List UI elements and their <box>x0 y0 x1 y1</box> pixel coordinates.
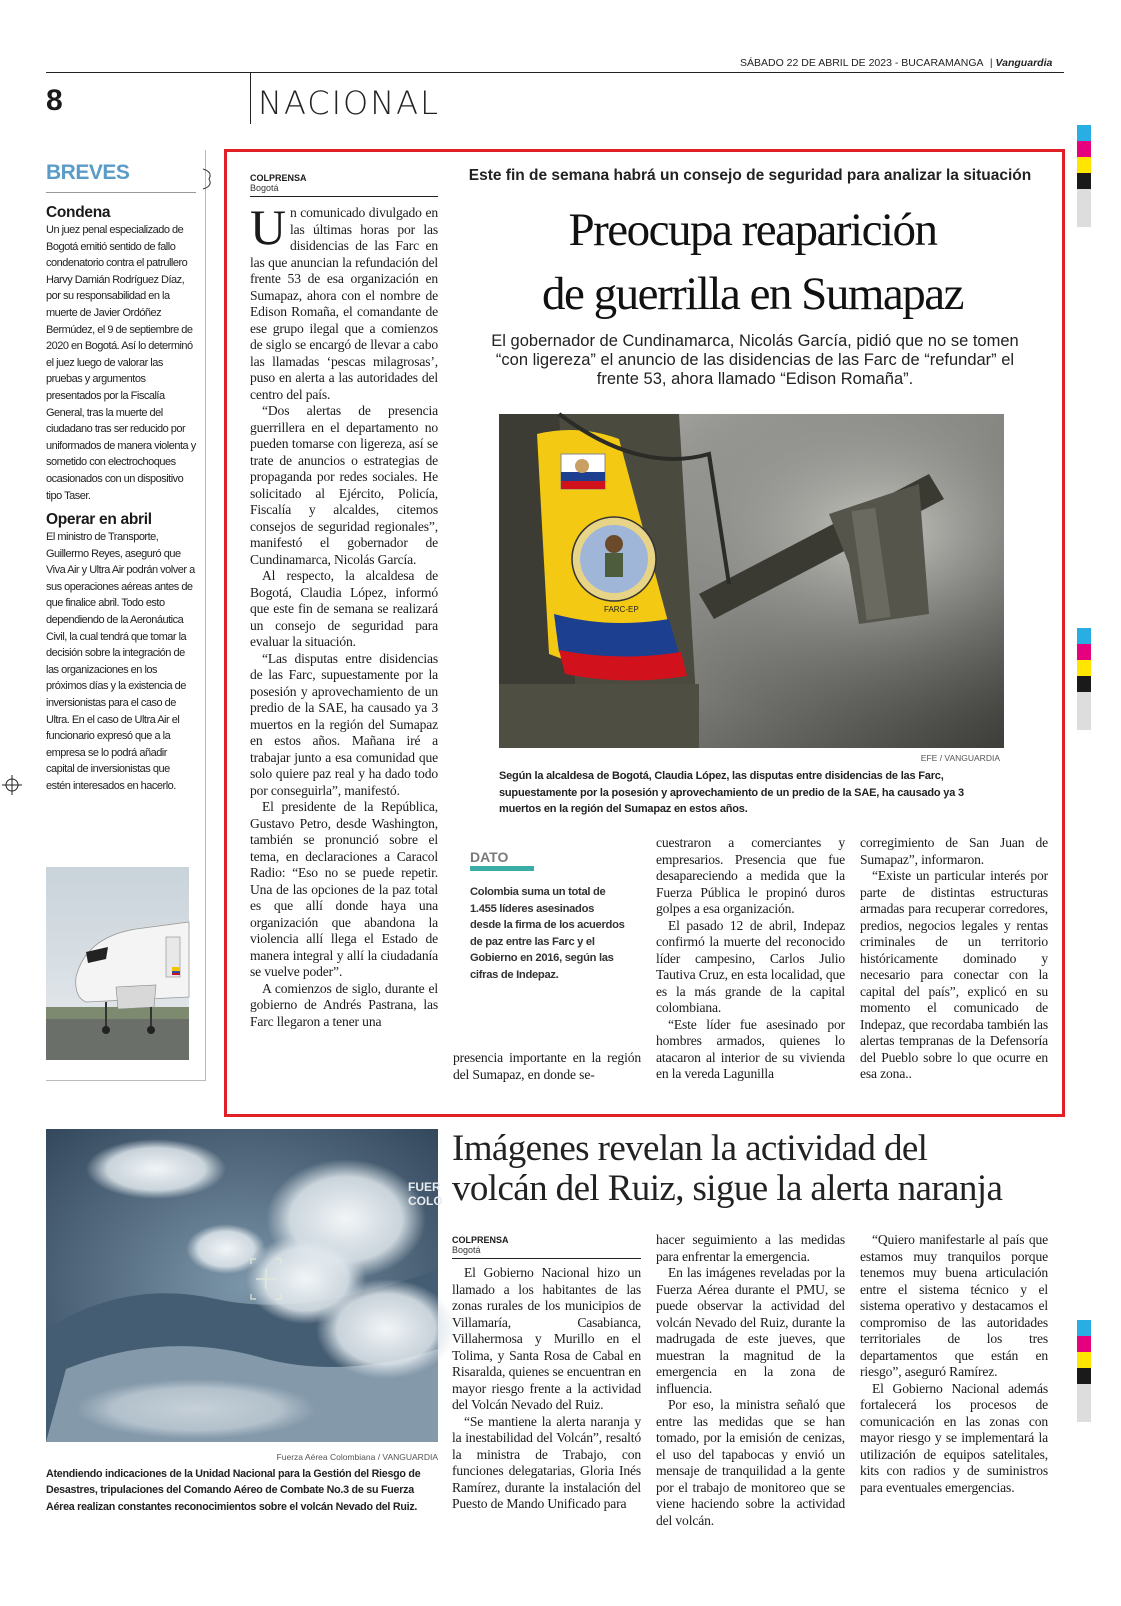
paragraph: hacer seguimiento a las medidas para enfrentar la emergencia. <box>656 1232 845 1264</box>
dato-accent-bar <box>470 866 534 871</box>
header-separator <box>250 72 251 124</box>
article2-photo-credit: Fuerza Aérea Colombiana / VANGUARDIA <box>276 1452 438 1462</box>
section-title: NACIONAL <box>258 84 440 122</box>
article2-caption: Atendiendo indicaciones de la Unidad Nacional para la Gestión del Riesgo de Desastres, tripulaciones del Comando Aéreo de Combate No.3 de su Fuerza Aérea realizan constantes reconocimientos sobre el volcán Nevado del Ruiz. <box>46 1468 421 1513</box>
breves-column <box>46 161 196 795</box>
paragraph: corregimiento de San Juan de Sumapaz”, informaron. <box>860 835 1048 867</box>
byline-rule <box>250 196 438 197</box>
article1-column-4 <box>860 835 1048 1083</box>
page-number: 8 <box>46 84 63 117</box>
breves-divider <box>205 150 206 1080</box>
dato-title: DATO <box>470 849 509 865</box>
dropcap: U <box>250 199 286 255</box>
armband-text: FARC-EP <box>604 605 639 614</box>
paragraph: Al respecto, la alcaldesa de Bogotá, Claudia López, informó que este fin de semana se realizará un consejo de seguridad para evaluar la situación. <box>250 568 438 649</box>
paragraph: “Dos alertas de presencia guerrillera en el departamento no pueden tomarse con ligereza, así se trate de anuncios o estrategias de propaganda por redes sociales. He solicitado al Ejército, Policía, Fiscalía y alcaldes, citemos consejos de seguridad regionales”, manifestó el gobernador de Cundinamarca, Nicolás García. <box>250 403 438 567</box>
paragraph: cuestraron a comerciantes y empresarios. Presencia que fue desapareciendo a medida que la Fuerza Pública le propinó duros golpes a esa organización. <box>656 835 845 916</box>
registration-mark-icon <box>2 775 22 795</box>
headline-line: de guerrilla en Sumapaz <box>542 268 963 320</box>
article2-column-3 <box>860 1232 1048 1496</box>
paragraph: El Gobierno Nacional además fortalecerá los procesos de comunicación en las zonas con mayor riesgo y se implementará la utilización de equipos satelitales, kits con radios y de suministros para eventuales emergencias. <box>860 1380 1048 1495</box>
paragraph: “Quiero manifestarle al país que estamos muy tranquilos porque tenemos muy buena articulación entre el sistema técnico y el sistema operativo y destacamos el compromiso de las autoridades territoriales de los tres departamentos que están en riesgo”, aseguró Ramírez. <box>860 1232 1048 1379</box>
article1-caption: Según la alcaldesa de Bogotá, Claudia López, las disputas entre disidencias de las Farc, supuestamente por la posesión y aprovechamiento de un predio de la SAE, ha causado ya 3 muertos en la región del Sumapaz en estos años. <box>499 770 964 815</box>
breves-rule <box>46 192 196 193</box>
brief-heading: Condena <box>46 204 111 221</box>
brief-text: El ministro de Transporte, Guillermo Reyes, aseguró que Viva Air y Ultra Air podrán volver a sus operaciones aéreas antes de que finalice abril. Todo esto dependiendo de la Aeronáutica Civil, la cual tendrá que tomar la decisión sobre la integración de las organizaciones en los próximos días y la existencia de inversionistas para el caso de Ultra. En el caso de Ultra Air el funcionario expresó que a la empresa se lo podrá añadir capital de inversionistas que estén interesados en hacerlo. <box>46 531 195 792</box>
headline-line: Preocupa reaparición <box>568 204 937 256</box>
paragraph: Por eso, la ministra señaló que entre las medidas que se han tomado, por la emisión de cenizas, el uso del tapabocas y envió un mensaje de tranquilidad a la gente por el trabajo de monitoreo que se viene haciendo sobre la actividad del volcán. <box>656 1397 845 1528</box>
headline-line: volcán del Ruiz, sigue la alerta naranja <box>452 1168 1003 1209</box>
airplane-photo <box>46 867 189 1060</box>
article1-deck: El gobernador de Cundinamarca, Nicolás García, pidió que no se tomen “con ligereza” el anuncio de las disidencias de las Farc de “refundar” el frente 53, ahora llamado “Edison Romaña”. <box>491 332 1019 388</box>
article1-lead: n comunicado divulgado en las últimas horas por las disidencias de las Farc en las que anuncian la refundación del frente 53 de esa organización en Sumapaz, ahora con el nombre de Edison Romaña, el comandante de ese grupo ilegal que a comienzos de siglo se encargó de llevar a cabo las llamadas ‘pescas milagrosas’, puso en alerta a las autoridades del centro del país. <box>250 205 438 402</box>
article1-column-3 <box>656 835 845 1083</box>
article1-headline <box>460 198 1045 326</box>
paragraph: En las imágenes reveladas por la Fuerza Aérea durante el PMU, se puede observar la actividad del volcán Nevado del Ruiz, durante la madrugada de este jueves, que muestran la magnitud de la emergencia en la zona de influencia. <box>656 1265 845 1396</box>
headline-line: Imágenes revelan la actividad del <box>452 1128 928 1169</box>
article2-photo <box>46 1129 443 1442</box>
article1-column-2 <box>453 1050 641 1083</box>
byline-rule <box>452 1258 641 1259</box>
breves-bottom-rule <box>46 1080 206 1081</box>
article2-column-2 <box>656 1232 845 1529</box>
paragraph: A comienzos de siglo, durante el gobierno de Andrés Pastrana, las Farc llegaron a tener una <box>250 980 438 1029</box>
paragraph: El Gobierno Nacional hizo un llamado a los habitantes de las zonas rurales de los municipios de Villamaría, Casabianca, Villahermosa y Murillo en el Tolima, y Santa Rosa de Cabal en Risaralda, quienes se encuentran en mayor riesgo frente a la actividad del Volcán Nevado del Ruiz. <box>452 1265 641 1412</box>
brand-name: Vanguardia <box>995 57 1053 69</box>
paragraph: “Este líder fue asesinado por hombres armados, quienes lo atacaron al interior de su vivienda en la vereda Lagunilla <box>656 1016 845 1081</box>
brief-text: Un juez penal especializado de Bogotá emitió sentido de fallo condenatorio contra el patrullero Harvy Damián Rodríguez Díaz, por su responsabilidad en la muerte de Javier Ordóñez Bermúdez, el 9 de septiembre de 2020 en Bogotá. Así lo determinó el juez luego de valorar las pruebas y argumentos presentados por la Fiscalía General, tras la muerte del ciudadano tras ser reducido por uniformados de manera violenta y sometido con electrochoques ocasionados con un dispositivo tipo Taser. <box>46 224 196 502</box>
paragraph: “Existe un particular interés por parte de distintas estructuras armadas para recuperar corredores, predios, negocios legales y rentas criminales de un territorio históricamente dominado y necesario para conectar con la capital del país”, explicó en su momento el comunicado de Indepaz, que recordaba también las alertas tempranas de la Defensoría del Pueblo sobre lo que ocurre en esa zona.. <box>860 868 1048 1081</box>
paragraph: “Las disputas entre disidencias de las Farc, supuestamente por la posesión y aprovechamiento de un predio de la SAE, ha causado ya 3 muertos en la región del Sumapaz en estos años. Mañana iré a trabajar junto a esa comunidad que solo quiere paz real y ha dado todo por conseguirla”, manifestó. <box>250 650 438 798</box>
paragraph: El presidente de la República, Gustavo Petro, desde Washington, también se pronunció sobre el tema, en declaraciones a Caracol Radio: “Eso no se puede repetir. Una de las opciones de la paz total es que allí donde haya una organización que abandona la violencia allí llega el Estado de manera integral y allí la ciudadanía se vuelve poder”. <box>250 799 438 979</box>
breves-title: BREVES <box>46 161 130 184</box>
photo-watermark: COLO <box>408 1194 443 1208</box>
article2-headline <box>452 1129 1067 1209</box>
byline-agency: COLPRENSA <box>452 1235 509 1245</box>
dato-text: Colombia suma un total de 1.455 líderes asesinados desde la firma de los acuerdos de paz entre las Farc y el Gobierno en 2016, según las cifras de Indepaz. <box>470 886 625 981</box>
photo-watermark: FUER <box>408 1180 441 1194</box>
paragraph: “Se mantiene la alerta naranja y la inestabilidad del Volcán”, resaltó la ministra de Trabajo, con funciones delegatarias, Gloria Inés Ramírez, durante la instalación del Puesto de Mando Unificado para <box>452 1413 641 1511</box>
brief-heading: Operar en abril <box>46 511 152 529</box>
paragraph: El pasado 12 de abril, Indepaz confirmó la muerte del reconocido líder campesino, Carlos Julio Tautiva Cruz, en esta localidad, que es la más grande de la capital colombiana. <box>656 917 845 1015</box>
byline-agency: COLPRENSA <box>250 173 307 183</box>
article2-byline <box>452 1235 641 1259</box>
byline-city: Bogotá <box>250 183 279 193</box>
byline-city: Bogotá <box>452 1245 481 1255</box>
article1-photo <box>499 414 1004 748</box>
article1-byline <box>250 173 438 197</box>
bracket-icon <box>201 168 219 190</box>
article1-kicker: Este fin de semana habrá un consejo de seguridad para analizar la situación <box>468 167 1032 184</box>
dateline: SÁBADO 22 DE ABRIL DE 2023 - BUCARAMANGA | Vanguardia <box>740 57 1053 69</box>
article2-column-1 <box>452 1265 641 1513</box>
article1-photo-credit: EFE / VANGUARDIA <box>920 753 1000 763</box>
article1-column-1 <box>250 199 438 1030</box>
top-rule <box>46 72 1064 73</box>
paragraph: presencia importante en la región del Sumapaz, en donde se- <box>453 1050 641 1082</box>
dateline-text: SÁBADO 22 DE ABRIL DE 2023 - BUCARAMANGA <box>740 57 983 69</box>
